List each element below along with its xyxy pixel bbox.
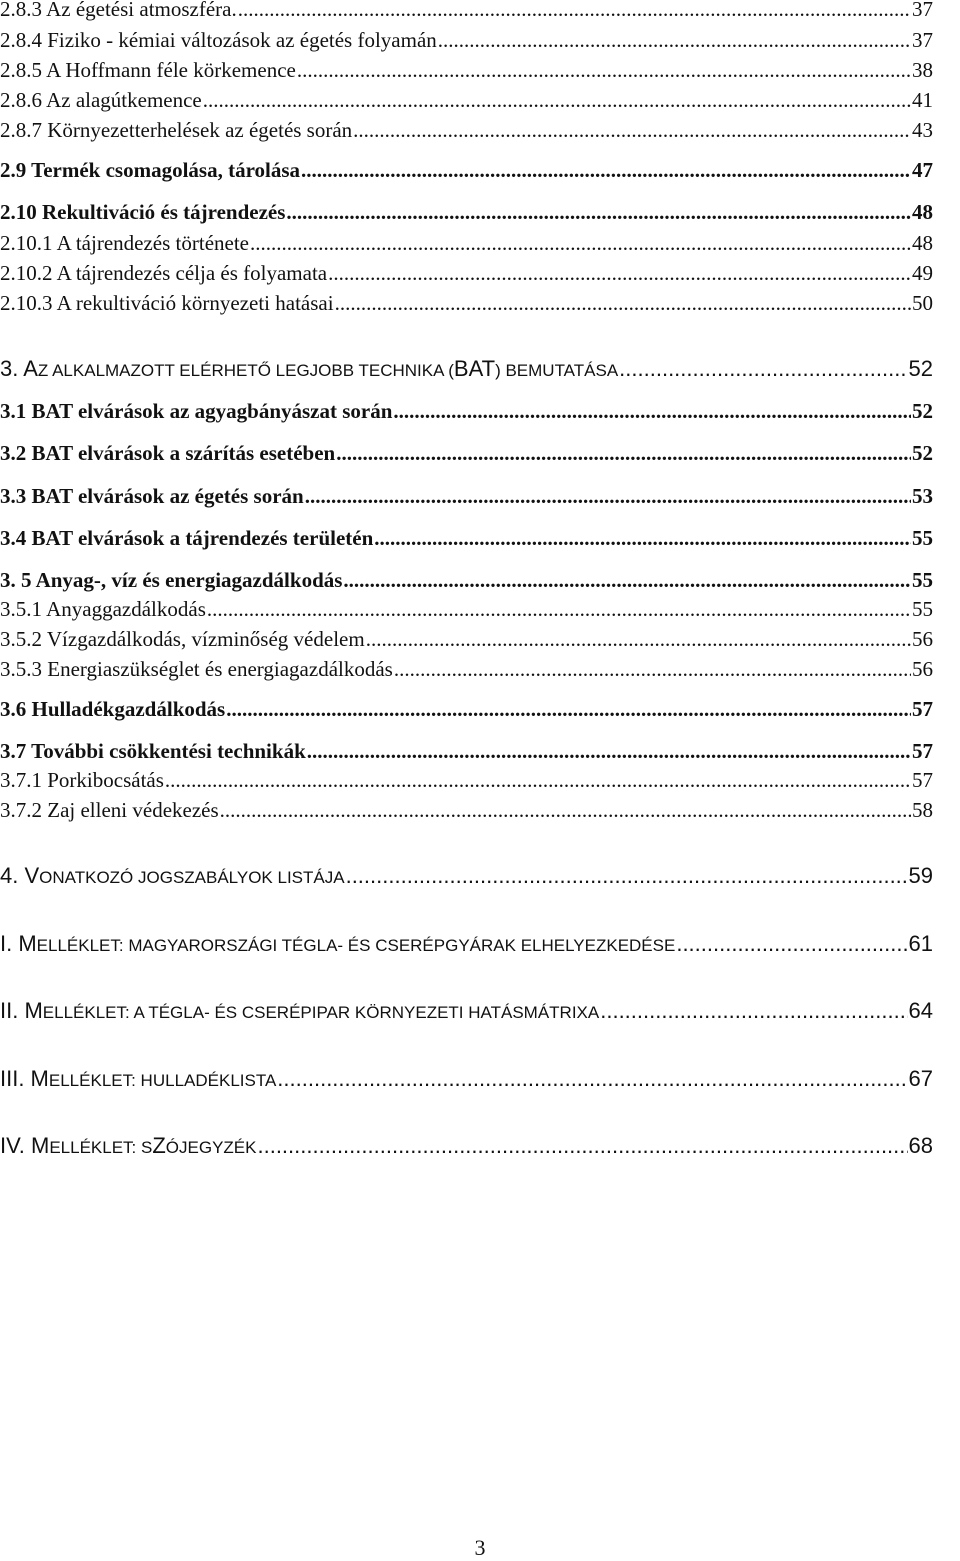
toc-entry-page: 57 <box>912 768 933 792</box>
toc-leader-dots <box>305 484 911 509</box>
toc-entry-label: II. MELLÉKLET: A TÉGLA- ÉS CSERÉPIPAR KÖRNYEZETI HATÁSMÁTRIXA <box>0 998 600 1023</box>
toc-entry-page: 50 <box>912 291 933 315</box>
toc-entry-page: 64 <box>908 998 933 1023</box>
toc-entry-label: 3.4 BAT elvárások a tájrendezés területén <box>0 526 374 550</box>
toc-entry-appendix-2[interactable] <box>0 992 933 1024</box>
toc-entry-label: 3.3 BAT elvárások az égetés során <box>0 484 304 508</box>
toc-entry-label: 3.7.2 Zaj elleni védekezés <box>0 798 219 822</box>
toc-entry-3-2[interactable] <box>0 434 933 466</box>
toc-leader-dots <box>600 998 907 1024</box>
toc-entry-chapter-4[interactable] <box>0 857 933 889</box>
toc-leader-dots <box>346 863 908 889</box>
toc-entry-page: 57 <box>912 739 933 763</box>
toc-leader-dots <box>165 768 911 793</box>
toc-entry-label: 3.5.3 Energiaszükséglet és energiagazdálkodás <box>0 657 393 681</box>
toc-leader-dots <box>374 526 911 551</box>
toc-entry-label: 3.7.1 Porkibocsátás <box>0 768 164 792</box>
toc-entry-3-5[interactable] <box>0 561 933 593</box>
toc-entry-chapter-3[interactable] <box>0 350 933 382</box>
toc-entry-page: 55 <box>912 568 933 592</box>
toc-entry-label: 3.7 További csökkentési technikák <box>0 739 306 763</box>
toc-leader-dots <box>286 200 911 225</box>
toc-entry-page: 52 <box>912 399 933 423</box>
toc-entry-page: 48 <box>912 200 933 224</box>
toc-entry-label: I. MELLÉKLET: MAGYARORSZÁGI TÉGLA- ÉS CSERÉPGYÁRAK ELHELYEZKEDÉSE <box>0 931 676 956</box>
toc-leader-dots <box>335 291 911 316</box>
toc-leader-dots <box>676 931 907 957</box>
toc-entry-label: 2.8.5 A Hoffmann féle körkemence <box>0 58 296 82</box>
toc-entry-page: 59 <box>908 863 933 888</box>
toc-entry-label: 3.5.2 Vízgazdálkodás, vízminőség védelem <box>0 627 365 651</box>
toc-leader-dots <box>366 627 911 652</box>
toc-entry-appendix-3[interactable] <box>0 1060 933 1092</box>
toc-entry-label: 2.10.2 A tájrendezés célja és folyamata <box>0 261 328 285</box>
toc-entry-label: 2.10 Rekultiváció és tájrendezés <box>0 200 286 224</box>
toc-entry-page: 37 <box>912 0 933 21</box>
toc-entry-2-10-3[interactable] <box>0 284 933 316</box>
toc-leader-dots <box>353 118 911 143</box>
toc-entry-page: 56 <box>912 627 933 651</box>
toc-entry-2-9[interactable] <box>0 151 933 183</box>
toc-entry-page: 56 <box>912 657 933 681</box>
toc-entry-3-6[interactable] <box>0 690 933 722</box>
toc-leader-dots <box>203 88 911 113</box>
toc-entry-page: 68 <box>908 1133 933 1158</box>
toc-entry-3-7-1[interactable] <box>0 761 933 793</box>
toc-entry-label: 2.10.1 A tájrendezés története <box>0 231 249 255</box>
toc-entry-label: IV. MELLÉKLET: SZÓJEGYZÉK <box>0 1133 257 1158</box>
toc-entry-page: 49 <box>912 261 933 285</box>
toc-entry-page: 55 <box>912 597 933 621</box>
toc-leader-dots <box>394 657 911 682</box>
toc-entry-3-7-2[interactable] <box>0 791 933 823</box>
toc-entry-2-10[interactable] <box>0 193 933 225</box>
toc-entry-3-1[interactable] <box>0 392 933 424</box>
toc-entry-label: 2.8.7 Környezetterhelések az égetés során <box>0 118 353 142</box>
toc-entry-3-5-2[interactable] <box>0 620 933 652</box>
toc-entry-page: 52 <box>912 441 933 465</box>
toc-entry-page: 55 <box>912 526 933 550</box>
toc-entry-2-8-6[interactable] <box>0 81 933 113</box>
toc-entry-label: 2.8.3 Az égetési atmoszféra. <box>0 0 237 21</box>
toc-entry-3-4[interactable] <box>0 519 933 551</box>
toc-entry-page: 58 <box>912 798 933 822</box>
toc-leader-dots <box>297 58 911 83</box>
toc-leader-dots <box>336 441 911 466</box>
toc-entry-2-8-3[interactable] <box>0 0 933 22</box>
toc-entry-page: 52 <box>908 356 933 381</box>
toc-entry-appendix-4[interactable] <box>0 1127 933 1159</box>
toc-entry-label: 3.5.1 Anyaggazdálkodás <box>0 597 206 621</box>
toc-leader-dots <box>238 0 911 22</box>
toc-leader-dots <box>619 356 907 382</box>
toc-leader-dots <box>328 261 911 286</box>
toc-entry-label: 3.6 Hulladékgazdálkodás <box>0 697 226 721</box>
toc-entry-page: 57 <box>912 697 933 721</box>
toc-entry-label: 3. AZ ALKALMAZOTT ELÉRHETŐ LEGJOBB TECHNIKA (BAT) BEMUTATÁSA <box>0 356 619 381</box>
toc-entry-label: III. MELLÉKLET: HULLADÉKLISTA <box>0 1066 277 1091</box>
toc-entry-3-5-3[interactable] <box>0 650 933 682</box>
toc-entry-page: 43 <box>912 118 933 142</box>
toc-entry-page: 41 <box>912 88 933 112</box>
toc-leader-dots <box>226 697 911 722</box>
toc-entry-label: 3. 5 Anyag-, víz és energiagazdálkodás <box>0 568 343 592</box>
toc-leader-dots <box>250 231 911 256</box>
page-number: 3 <box>474 1535 486 1560</box>
toc-entry-label: 4. VONATKOZÓ JOGSZABÁLYOK LISTÁJA <box>0 863 345 888</box>
toc-leader-dots <box>438 28 911 53</box>
toc-entry-label: 2.8.4 Fiziko - kémiai változások az égetés folyamán <box>0 28 437 52</box>
toc-leader-dots <box>393 399 911 424</box>
toc-entry-label: 3.2 BAT elvárások a szárítás esetében <box>0 441 336 465</box>
toc-entry-2-10-1[interactable] <box>0 224 933 256</box>
toc-leader-dots <box>301 158 911 183</box>
toc-entry-label: 2.8.6 Az alagútkemence <box>0 88 202 112</box>
toc-entry-3-3[interactable] <box>0 477 933 509</box>
toc-leader-dots <box>277 1066 907 1092</box>
toc-leader-dots <box>207 597 911 622</box>
toc-entry-3-7[interactable] <box>0 732 933 764</box>
toc-entry-page: 53 <box>912 484 933 508</box>
toc-entry-page: 48 <box>912 231 933 255</box>
toc-entry-3-5-1[interactable] <box>0 590 933 622</box>
toc-entry-2-8-5[interactable] <box>0 51 933 83</box>
toc-entry-page: 67 <box>908 1066 933 1091</box>
toc-entry-2-8-4[interactable] <box>0 21 933 53</box>
toc-entry-page: 61 <box>908 931 933 956</box>
toc-entry-label: 2.9 Termék csomagolása, tárolása <box>0 158 301 182</box>
toc-leader-dots <box>257 1133 907 1159</box>
toc-leader-dots <box>220 798 911 823</box>
toc-entry-page: 37 <box>912 28 933 52</box>
toc-entry-2-10-2[interactable] <box>0 254 933 286</box>
toc-entry-label: 2.10.3 A rekultiváció környezeti hatásai <box>0 291 334 315</box>
toc-entry-2-8-7[interactable] <box>0 111 933 143</box>
toc-entry-page: 47 <box>912 158 933 182</box>
toc-entry-page: 38 <box>912 58 933 82</box>
toc-entry-appendix-1[interactable] <box>0 925 933 957</box>
toc-entry-label: 3.1 BAT elvárások az agyagbányászat során <box>0 399 393 423</box>
